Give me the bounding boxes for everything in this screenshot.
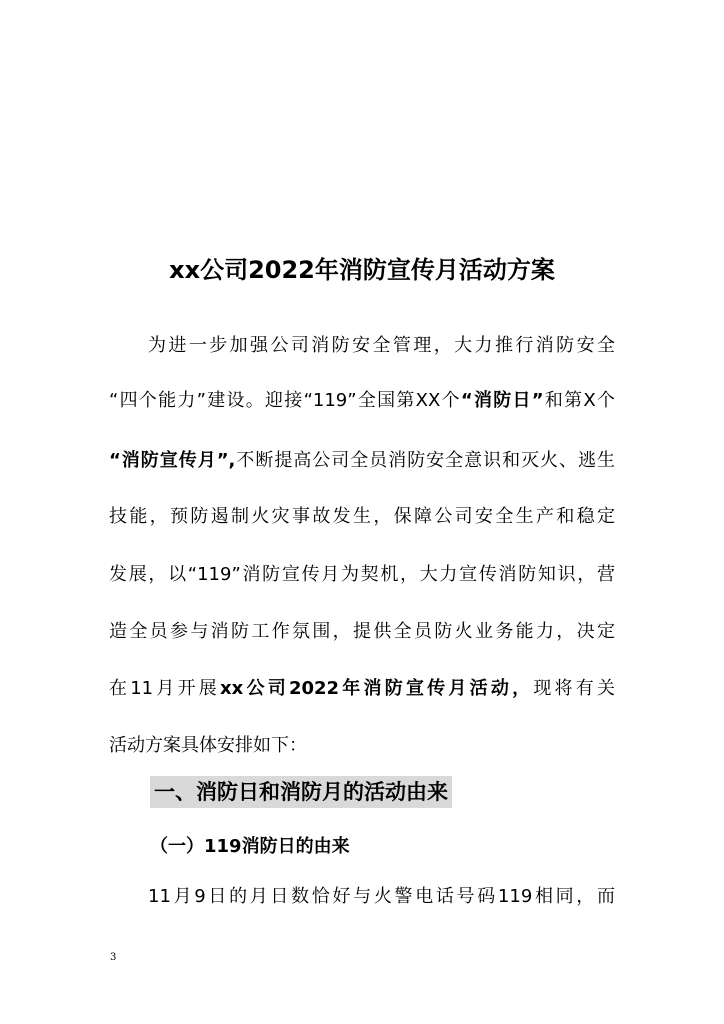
subsection-heading-1: （一）119消防日的由来 <box>150 836 350 857</box>
paragraph1-line7 <box>109 674 615 700</box>
document-title: xx公司2022年消防宣传月活动方案 <box>169 256 555 284</box>
paragraph1-line1 <box>148 331 615 357</box>
paragraph1-line1-text: 为进一步加强公司消防安全管理，大力推行消防安全 <box>148 335 615 356</box>
paragraph1-line3-text-b: 不断提高公司全员消防安全意识和灭火、逃生 <box>235 450 616 471</box>
paragraph1-line2-text-a: “四个能力”建设。迎接“119”全国第XX个 <box>109 390 461 411</box>
paragraph1-line2-bold: “消防日” <box>460 390 544 411</box>
page-number: 3 <box>110 952 117 963</box>
paragraph1-line4 <box>109 502 615 528</box>
paragraph1-line5 <box>109 560 615 586</box>
paragraph1-line7-text-a: 在11月开展 <box>109 678 221 699</box>
paragraph1-line7-bold: xx公司2022年消防宣传月活动， <box>220 678 534 699</box>
paragraph1-line7-text-c: 现将有关 <box>533 678 616 699</box>
paragraph1-line3-bold: “消防宣传月”, <box>109 450 236 471</box>
paragraph2-line1-text: 11月9日的月日数恰好与火警电话号码119相同，而 <box>148 886 615 907</box>
paragraph2-line1 <box>148 882 615 908</box>
paragraph1-line6 <box>109 617 615 643</box>
paragraph1-line3 <box>109 446 615 472</box>
paragraph1-line6-text: 造全员参与消防工作氛围，提供全员防火业务能力，决定 <box>109 621 615 642</box>
paragraph1-line8-text: 活动方案具体安排如下： <box>109 735 307 756</box>
paragraph1-line8 <box>109 731 615 757</box>
section-heading-1: 一、消防日和消防月的活动由来 <box>150 776 452 808</box>
paragraph1-line5-text: 发展，以“119”消防宣传月为契机，大力宣传消防知识，营 <box>109 564 615 585</box>
paragraph1-line2-text-c: 和第X个 <box>543 390 615 411</box>
paragraph1-line4-text: 技能，预防遏制火灾事故发生，保障公司安全生产和稳定 <box>109 506 615 527</box>
paragraph1-line2 <box>109 386 615 412</box>
